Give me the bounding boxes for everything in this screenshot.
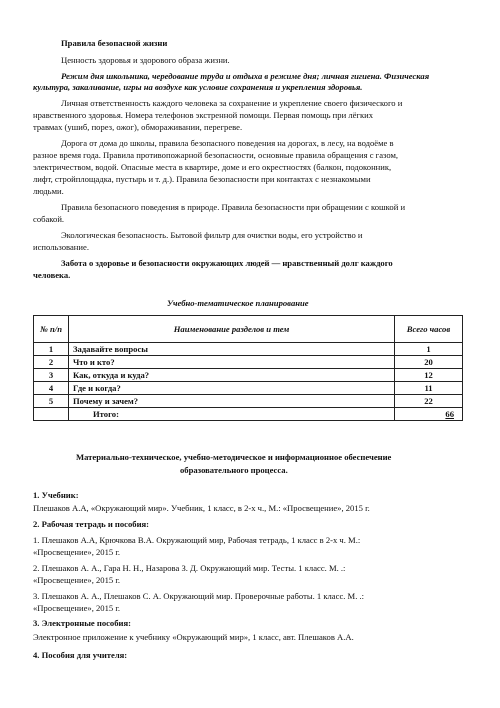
materials-title-line2: образовательного процесса. [180,465,288,475]
workbook-item1-line1: 1. Плешаков А.А, Крючкова В.А. Окружающий мир, Рабочая тетрадь, 1 класс в 2-х ч. М.: [33,535,361,545]
heading-workbook: 2. Рабочая тетрадь и пособия: [33,519,150,529]
paragraph-responsibility-line1: Личная ответственность каждого человека за сохранение и укрепление своего физического и [61,98,403,108]
row-hours: 1 [395,343,463,356]
paragraph-road-line5: людьми. [33,186,64,196]
row-num: 2 [34,356,69,369]
paragraph-care-line2: человека. [33,270,71,280]
paragraph-road-line4: лифт, стройплощадка, пустырь и т. д.). Правила безопасности при контактах с незнакомыми [33,174,371,184]
table-row [34,343,463,356]
row-name: Что и кто? [69,356,395,369]
heading-teacher-aids: 4. Пособия для учителя: [33,650,128,660]
materials-title-line1: Материально-техническое, учебно-методическое и информационное обеспечение [76,452,392,462]
workbook-item3-line2: «Просвещение», 2015 г. [33,603,121,613]
paragraph-ecology-line2: использование. [33,242,89,252]
paragraph-road-line2: разное время года. Правила противопожарной безопасности, основные правила обращения с газом, [33,150,399,160]
paragraph-regime-line2: культура, закаливание, игры на воздухе как условие сохранения и укрепления здоровья. [33,82,363,92]
total-num-cell [34,408,69,421]
paragraph-nature-line2: собакой. [33,214,65,224]
table-row [34,356,463,369]
paragraph-health-value: Ценность здоровья и здорового образа жизни. [61,55,230,65]
table-total-row [34,408,463,421]
row-name: Где и когда? [69,382,395,395]
heading-electronic: 3. Электронные пособия: [33,618,131,628]
paragraph-road-line3: электричеством, водой. Опасные места в квартире, доме и его окрестностях (балкон, подоконник, [33,162,392,172]
section-title: Правила безопасной жизни [61,38,168,48]
row-name: Задавайте вопросы [69,343,395,356]
paragraph-road-line1: Дорога от дома до школы, правила безопасного поведения на дорогах, в лесу, на водоёме в [61,138,394,148]
paragraph-ecology-line1: Экологическая безопасность. Бытовой фильтр для очистки воды, его устройство и [61,230,363,240]
workbook-item2-line1: 2. Плешаков А. А., Гара Н. Н., Назарова З. Д. Окружающий мир. Тесты. 1 класс. М. .: [33,563,346,573]
paragraph-responsibility-line3: травмах (ушиб, порез, ожог), обмораживании, перегреве. [33,122,243,132]
header-name: Наименование разделов и тем [69,316,395,343]
electronic-entry: Электронное приложение к учебнику «Окружающий мир», 1 класс, авт. Плешаков А.А. [33,632,354,642]
header-hours: Всего часов [395,316,463,343]
row-name: Почему и зачем? [69,395,395,408]
paragraph-regime-line1: Режим дня школьника, чередование труда и отдыха в режиме дня; личная гигиена. Физическая [61,71,430,81]
row-num: 3 [34,369,69,382]
paragraph-responsibility-line2: нравственного здоровья. Номера телефонов экстренной помощи. Первая помощь при лёгких [33,110,374,120]
total-hours: 66 [395,408,463,421]
workbook-item3-line1: 3. Плешаков А. А., Плешаков С. А. Окружающий мир. Проверочные работы. 1 класс. М. .: [33,591,365,601]
table-row [34,395,463,408]
row-num: 4 [34,382,69,395]
row-hours: 12 [395,369,463,382]
plan-title: Учебно-тематическое планирование [167,298,309,308]
heading-textbook: 1. Учебник: [33,490,79,500]
table-row [34,369,463,382]
thematic-plan-table [33,315,463,421]
workbook-item1-line2: «Просвещение», 2015 г. [33,547,121,557]
row-hours: 11 [395,382,463,395]
textbook-entry: Плешаков А.А, «Окружающий мир». Учебник, 1 класс, в 2-х ч., М.: «Просвещение», 2015 г. [33,503,370,513]
paragraph-nature-line1: Правила безопасного поведения в природе. Правила безопасности при обращении с кошкой и [61,202,406,212]
row-hours: 22 [395,395,463,408]
row-num: 5 [34,395,69,408]
table-row [34,382,463,395]
paragraph-care-line1: Забота о здоровье и безопасности окружающих людей — нравственный долг каждого [61,258,393,268]
row-num: 1 [34,343,69,356]
table-header-row [34,316,463,343]
header-num: № п/п [34,316,69,343]
workbook-item2-line2: «Просвещение», 2015 г. [33,575,121,585]
row-hours: 20 [395,356,463,369]
total-label: Итого: [69,408,395,421]
row-name: Как, откуда и куда? [69,369,395,382]
